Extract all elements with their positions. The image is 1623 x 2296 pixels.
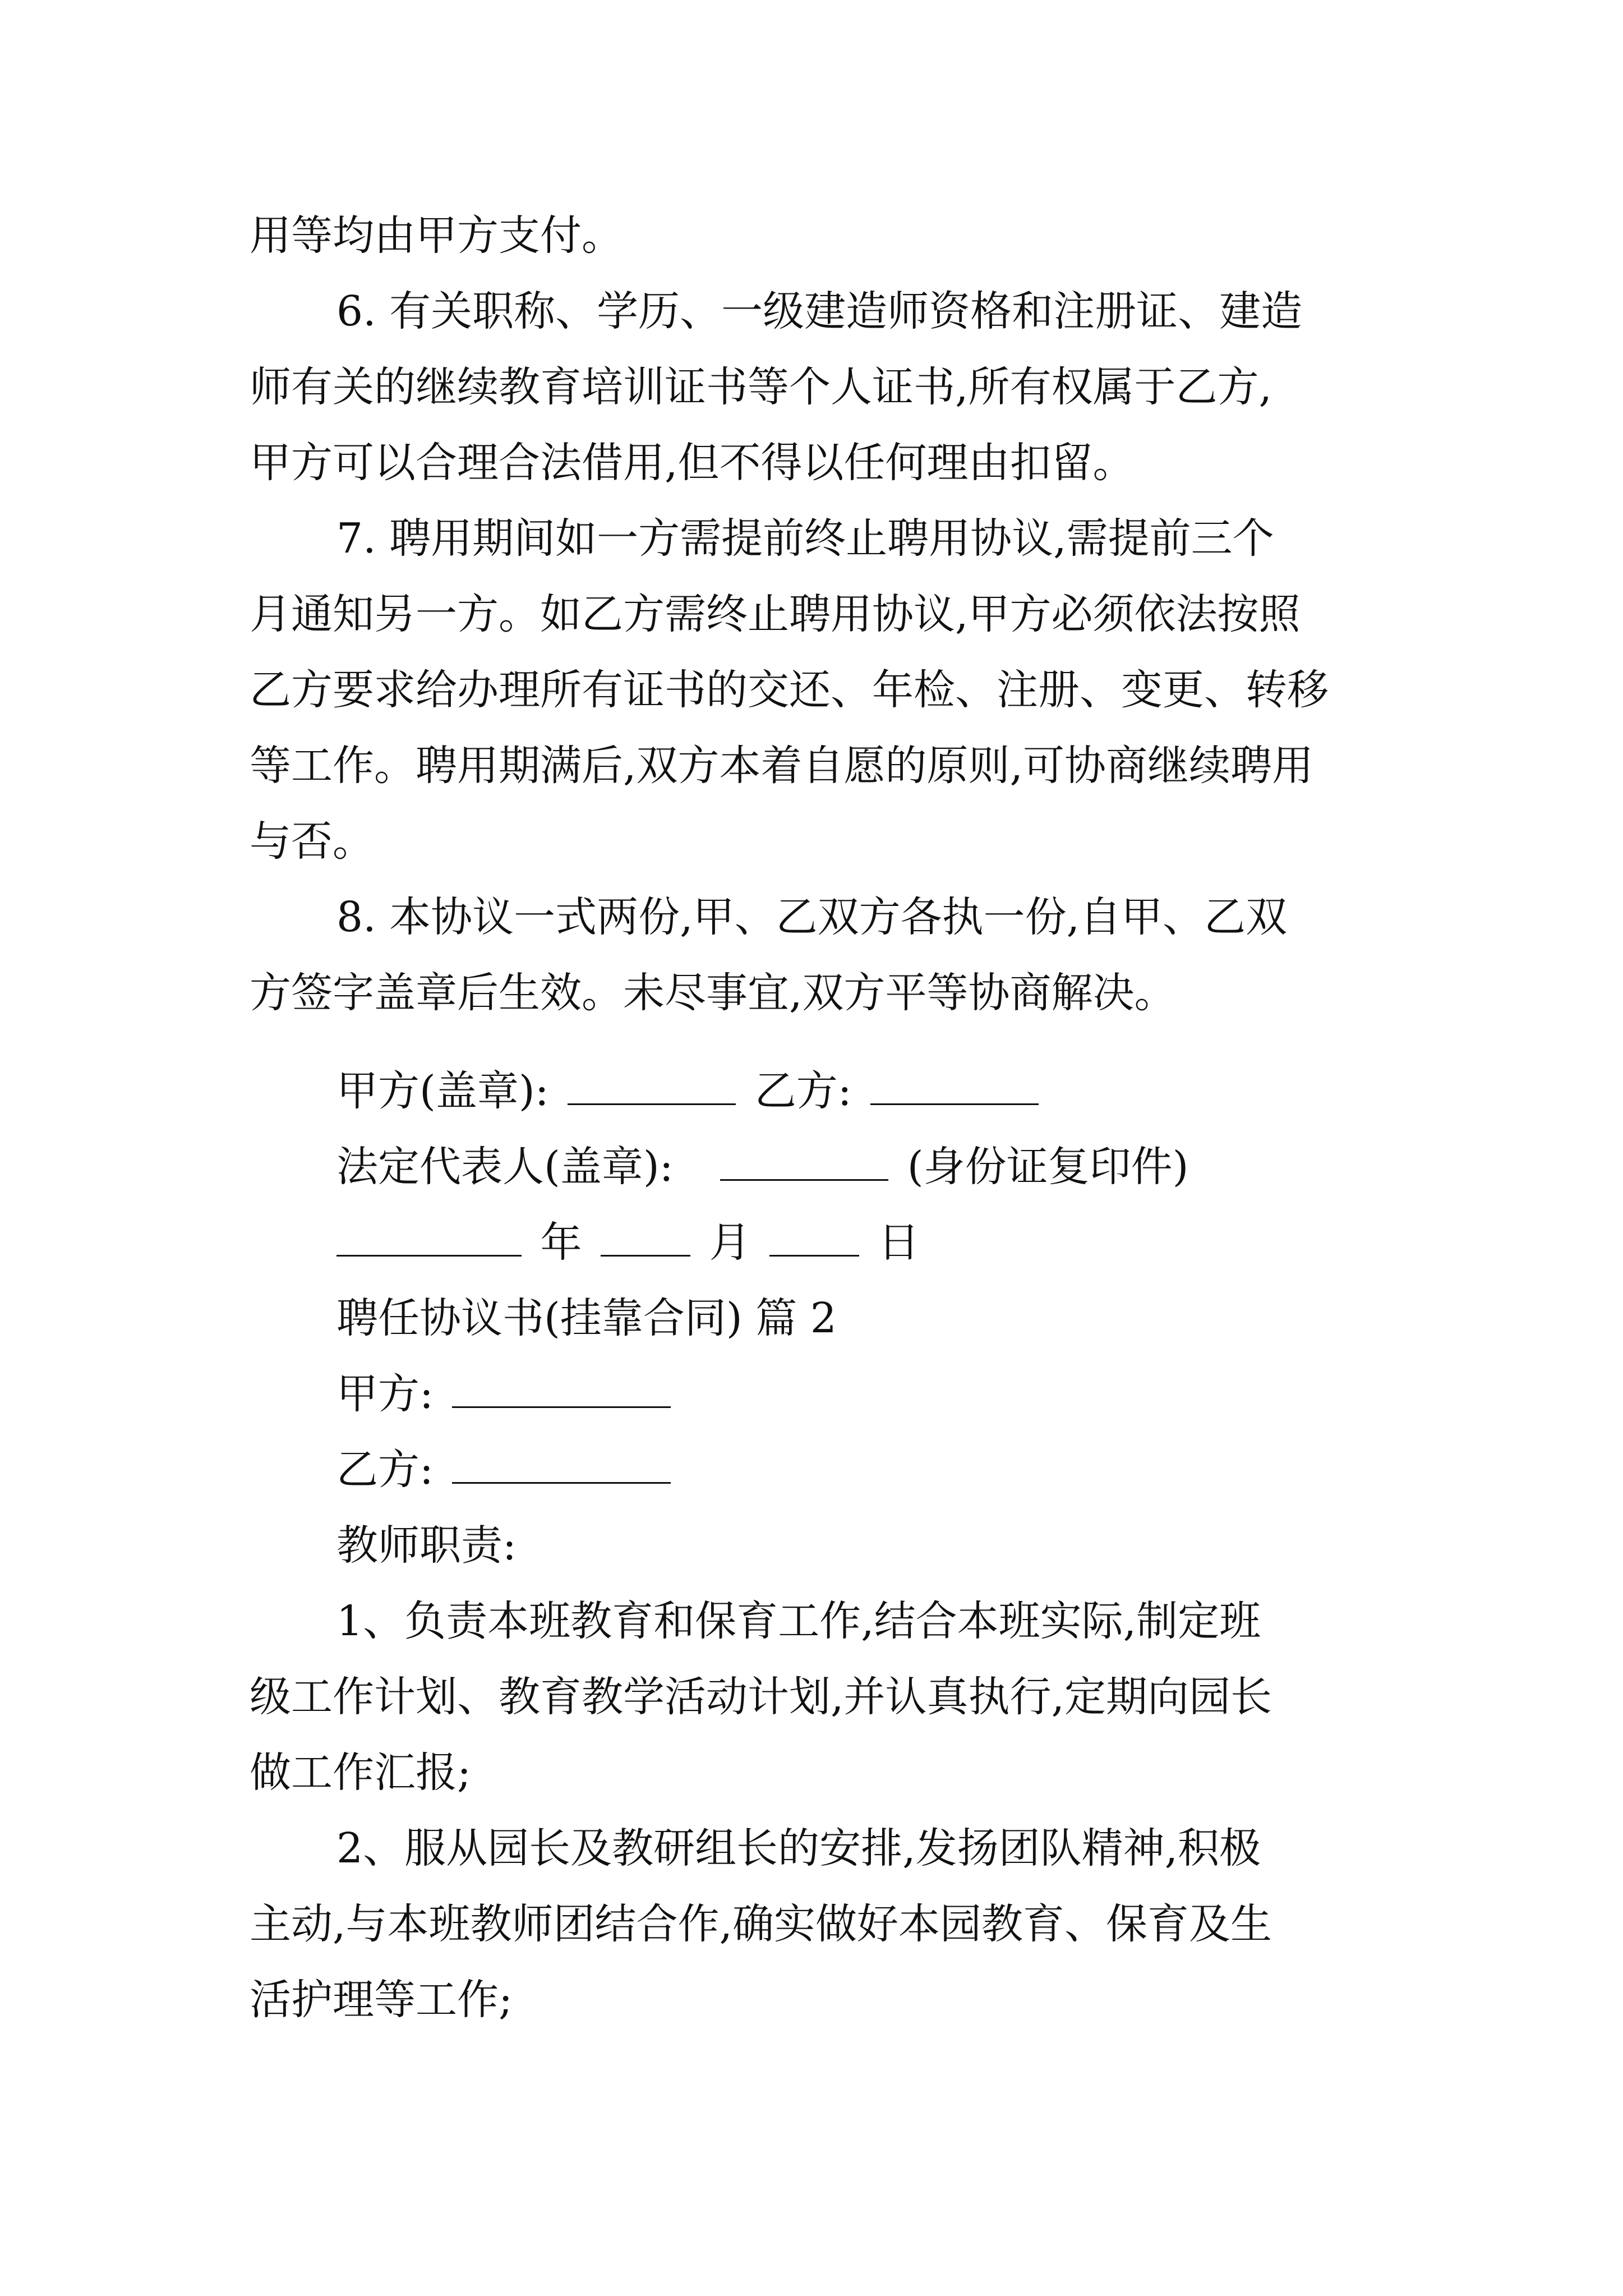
- legal-rep-label: 法定代表人(盖章):: [336, 1143, 674, 1191]
- signature-row-legal-rep: [336, 1139, 1188, 1195]
- paragraph-line: 等工作。聘用期满后,双方本着自愿的原则,可协商继续聘用: [250, 742, 1314, 790]
- duty-item-line: 级工作计划、教育教学活动计划,并认真执行,定期向园长: [250, 1673, 1272, 1721]
- month-label: 月: [709, 1218, 751, 1267]
- paragraph-line: 乙方要求给办理所有证书的交还、年检、注册、变更、转移: [250, 666, 1329, 714]
- day-label: 日: [878, 1218, 920, 1267]
- section-title: 聘任协议书(挂靠合同) 篇 2: [336, 1294, 837, 1342]
- duty-item-line: 活护理等工作;: [250, 1976, 513, 2024]
- paragraph-line: 方签字盖章后生效。未尽事宜,双方平等协商解决。: [250, 969, 1176, 1017]
- paragraph-line: 8. 本协议一式两份,甲、乙双方各执一份,自甲、乙双: [336, 893, 1288, 941]
- month-blank: [601, 1220, 690, 1257]
- legal-rep-blank: [720, 1144, 888, 1181]
- party-b-signature-blank: [870, 1069, 1039, 1105]
- section2-party-a-blank: [452, 1372, 671, 1408]
- section2-party-b-row: [336, 1442, 676, 1498]
- paragraph-line: 用等均由甲方支付。: [250, 211, 623, 260]
- paragraph-line: 6. 有关职称、学历、一级建造师资格和注册证、建造: [336, 287, 1303, 335]
- paragraph-line: 7. 聘用期间如一方需提前终止聘用协议,需提前三个: [336, 514, 1274, 563]
- duty-item-line: 主动,与本班教师团结合作,确实做好本园教育、保育及生: [250, 1900, 1272, 1948]
- paragraph-line: 甲方可以合理合法借用,但不得以任何理由扣留。: [250, 439, 1135, 487]
- section2-party-a-label: 甲方:: [336, 1370, 434, 1418]
- duty-item-line: 2、服从园长及教研组长的安排,发扬团队精神,积极: [336, 1824, 1261, 1872]
- year-label: 年: [540, 1218, 582, 1267]
- year-blank: [336, 1220, 522, 1257]
- party-b-label: 乙方:: [754, 1067, 852, 1115]
- section2-party-b-blank: [452, 1447, 671, 1484]
- duty-item-line: 1、负责本班教育和保育工作,结合本班实际,制定班: [336, 1597, 1261, 1645]
- party-a-signature-blank: [568, 1069, 736, 1105]
- id-copy-label: (身份证复印件): [907, 1143, 1189, 1191]
- paragraph-line: 师有关的继续教育培训证书等个人证书,所有权属于乙方,: [250, 363, 1272, 411]
- section2-party-a-row: [336, 1366, 676, 1422]
- signature-row-parties: [336, 1063, 1044, 1119]
- paragraph-line: 月通知另一方。如乙方需终止聘用协议,甲方必须依法按照: [250, 590, 1301, 638]
- signature-row-date: [336, 1214, 920, 1271]
- paragraph-line: 与否。: [250, 817, 374, 866]
- duties-heading: 教师职责:: [336, 1521, 517, 1570]
- duty-item-line: 做工作汇报;: [250, 1749, 471, 1797]
- party-a-seal-label: 甲方(盖章):: [336, 1067, 549, 1115]
- day-blank: [769, 1220, 859, 1257]
- section2-party-b-label: 乙方:: [336, 1446, 434, 1494]
